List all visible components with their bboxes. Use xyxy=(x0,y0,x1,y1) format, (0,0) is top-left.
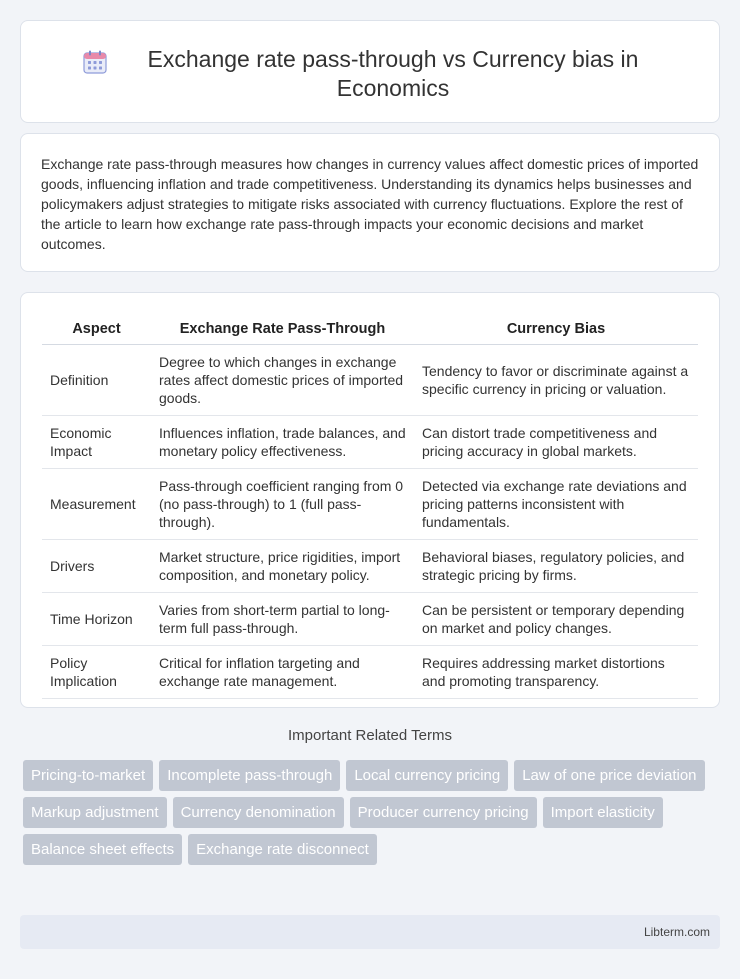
comparison-card xyxy=(20,292,720,708)
related-terms-list xyxy=(23,760,723,871)
row-aspect: Policy Implication xyxy=(42,646,151,699)
header-currency-bias: Currency Bias xyxy=(414,313,698,345)
related-term-tag[interactable]: Law of one price deviation xyxy=(514,760,704,791)
table-row xyxy=(42,469,698,540)
related-term-tag[interactable]: Incomplete pass-through xyxy=(159,760,340,791)
related-term-tag[interactable]: Pricing-to-market xyxy=(23,760,153,791)
table-header-row xyxy=(42,313,698,345)
table-row xyxy=(42,593,698,646)
row-currency-bias: Can distort trade competitiveness and pricing accuracy in global markets. xyxy=(414,416,698,469)
related-term-tag[interactable]: Import elasticity xyxy=(543,797,663,828)
table-row xyxy=(42,646,698,699)
row-erpt: Market structure, price rigidities, import composition, and monetary policy. xyxy=(151,540,414,593)
row-aspect: Measurement xyxy=(42,469,151,540)
table-row xyxy=(42,416,698,469)
row-aspect: Economic Impact xyxy=(42,416,151,469)
row-erpt: Critical for inflation targeting and exchange rate management. xyxy=(151,646,414,699)
page-title: Exchange rate pass-through vs Currency bias in Economics xyxy=(147,46,639,101)
row-aspect: Drivers xyxy=(42,540,151,593)
intro-paragraph: Exchange rate pass-through measures how changes in currency values affect domestic prices of imported goods, influencing inflation and trade competitiveness. Understanding its dynamics helps businesses and policymakers adjust strategies to mitigate risks associated with currency fluctuations. Explore the rest of the article to learn how exchange rate pass-through impacts your economic decisions and market outcomes. xyxy=(41,156,699,252)
row-aspect: Time Horizon xyxy=(42,593,151,646)
related-term-tag[interactable]: Producer currency pricing xyxy=(350,797,537,828)
row-currency-bias: Behavioral biases, regulatory policies, and strategic pricing by firms. xyxy=(414,540,698,593)
header-aspect: Aspect xyxy=(42,313,151,345)
calendar-icon xyxy=(82,49,108,75)
table-row xyxy=(42,540,698,593)
row-currency-bias: Requires addressing market distortions and promoting transparency. xyxy=(414,646,698,699)
title-card xyxy=(20,20,720,123)
row-aspect: Definition xyxy=(42,345,151,416)
row-currency-bias: Can be persistent or temporary depending on market and policy changes. xyxy=(414,593,698,646)
header-erpt: Exchange Rate Pass-Through xyxy=(151,313,414,345)
row-erpt: Pass-through coefficient ranging from 0 (no pass-through) to 1 (full pass-through). xyxy=(151,469,414,540)
footer xyxy=(20,915,720,949)
related-term-tag[interactable]: Local currency pricing xyxy=(346,760,508,791)
table-row xyxy=(42,345,698,416)
row-currency-bias: Tendency to favor or discriminate against a specific currency in pricing or valuation. xyxy=(414,345,698,416)
row-currency-bias: Detected via exchange rate deviations and pricing patterns inconsistent with fundamentals. xyxy=(414,469,698,540)
intro-card xyxy=(20,133,720,272)
row-erpt: Degree to which changes in exchange rates affect domestic prices of imported goods. xyxy=(151,345,414,416)
related-term-tag[interactable]: Balance sheet effects xyxy=(23,834,182,865)
related-term-tag[interactable]: Currency denomination xyxy=(173,797,344,828)
row-erpt: Influences inflation, trade balances, and monetary policy effectiveness. xyxy=(151,416,414,469)
comparison-table xyxy=(42,313,698,699)
related-term-tag[interactable]: Exchange rate disconnect xyxy=(188,834,377,865)
related-terms-heading: Important Related Terms xyxy=(288,727,452,744)
footer-site-link[interactable]: Libterm.com xyxy=(643,925,710,939)
row-erpt: Varies from short-term partial to long-term full pass-through. xyxy=(151,593,414,646)
related-term-tag[interactable]: Markup adjustment xyxy=(23,797,167,828)
